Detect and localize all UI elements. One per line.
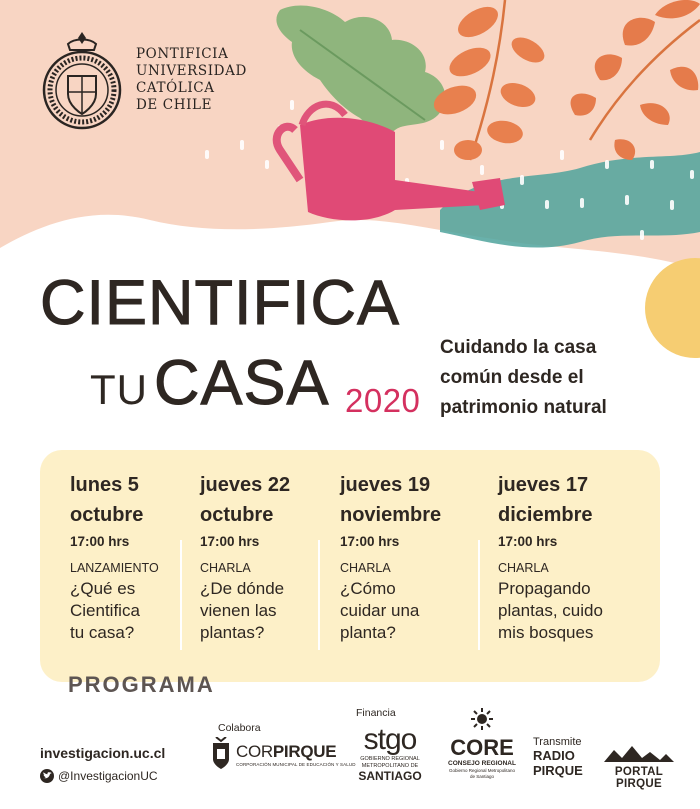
event-divider <box>478 540 480 650</box>
core-sun-icon <box>471 708 493 730</box>
event-card[interactable] <box>498 470 648 644</box>
financia-label: Financia <box>356 707 396 719</box>
core-wordmark: CORE <box>450 735 514 760</box>
twitter-icon <box>40 769 54 783</box>
event-kind: LANZAMIENTO <box>70 561 159 575</box>
event-topic-line: plantas? <box>200 623 265 642</box>
event-topic <box>70 578 210 644</box>
portal-pirque-logo[interactable] <box>598 746 680 790</box>
event-topic-line: vienen las <box>200 601 277 620</box>
core-subtitle-line: de Santiago <box>469 774 495 779</box>
event-date <box>70 470 210 530</box>
event-time: 17:00 hrs <box>340 534 400 549</box>
stgo-subtitle-line: GOBIERNO REGIONAL <box>360 756 420 762</box>
corpirque-name-light: COR <box>236 741 273 761</box>
event-topic-line: cuidar una <box>340 601 420 620</box>
event-topic-line: ¿Cómo <box>340 579 396 598</box>
core-subtitle-line: Gobierno Regional Metropolitano <box>448 768 516 773</box>
event-time: 17:00 hrs <box>200 534 260 549</box>
event-kind: CHARLA <box>200 561 251 575</box>
event-date <box>200 470 340 530</box>
event-topic-line: Propagando <box>498 579 591 598</box>
corpirque-name <box>236 742 356 762</box>
event-topic-line: tu casa? <box>70 623 135 642</box>
event-topic-line: ¿Qué es <box>70 579 136 598</box>
event-topic <box>498 578 648 644</box>
title-year: 2020 <box>345 382 421 419</box>
title-tu: TU <box>90 366 148 413</box>
core-logo[interactable] <box>442 708 522 780</box>
corpirque-subtitle: CORPORACIÓN MUNICIPAL DE EDUCACIÓN Y SALUD <box>236 761 356 767</box>
corpirque-name-bold: PIRQUE <box>272 741 337 761</box>
event-date-line: octubre <box>70 504 144 526</box>
event-topic-line: planta? <box>340 623 396 642</box>
event-topic-line: ¿De dónde <box>200 579 285 598</box>
radio-pirque-logo[interactable] <box>533 736 583 778</box>
event-topic-line: mis bosques <box>498 623 594 642</box>
twitter-handle-text: @InvestigacionUC <box>58 769 158 783</box>
program-box <box>40 450 660 682</box>
corpirque-logo[interactable] <box>210 737 356 771</box>
event-kind: CHARLA <box>498 561 549 575</box>
event-date-line: diciembre <box>498 504 593 526</box>
university-seal-icon <box>38 30 126 130</box>
corpirque-text <box>236 742 356 767</box>
event-date-line: jueves 19 <box>340 474 431 496</box>
subtitle <box>440 333 607 423</box>
subtitle-line: Cuidando la casa <box>440 337 597 358</box>
subtitle-line: patrimonio natural <box>440 397 607 418</box>
stgo-logo[interactable] <box>350 716 430 783</box>
website-link[interactable]: investigacion.uc.cl <box>40 745 166 761</box>
event-kind: CHARLA <box>340 561 391 575</box>
university-name <box>136 46 247 114</box>
core-subtitle: CONSEJO REGIONAL <box>448 760 516 767</box>
corpirque-crest-icon <box>210 737 232 771</box>
university-name-line: DE CHILE <box>136 97 213 113</box>
event-date-line: noviembre <box>340 504 442 526</box>
stgo-city: SANTIAGO <box>358 769 422 783</box>
title-line-1: CIENTIFICA <box>40 268 401 338</box>
colabora-label: Colabora <box>218 722 261 734</box>
event-time: 17:00 hrs <box>70 534 130 549</box>
title-casa: CASA <box>154 348 330 418</box>
program-label: PROGRAMA <box>68 672 215 697</box>
transmite-label: Transmite <box>533 736 582 748</box>
event-time: 17:00 hrs <box>498 534 558 549</box>
stgo-subtitle-line: METROPOLITANO DE <box>361 763 419 769</box>
radio-line: RADIO <box>533 748 575 763</box>
event-date <box>340 470 480 530</box>
twitter-handle[interactable] <box>40 769 158 783</box>
event-date-line: octubre <box>200 504 274 526</box>
event-divider <box>318 540 320 650</box>
event-date <box>498 470 648 530</box>
university-logo[interactable] <box>38 30 247 130</box>
event-card[interactable] <box>340 470 480 644</box>
event-date-line: jueves 22 <box>200 474 291 496</box>
portal-pirque-wordmark: PORTAL PIRQUE <box>614 766 664 790</box>
stgo-wordmark: stgo <box>363 723 417 756</box>
event-card[interactable] <box>70 470 210 644</box>
event-date-line: lunes 5 <box>70 474 139 496</box>
sun-circle <box>645 258 700 358</box>
subtitle-line: común desde el <box>440 367 584 388</box>
event-date-line: jueves 17 <box>498 474 589 496</box>
university-name-line: CATÓLICA <box>136 80 215 96</box>
title-line-2 <box>90 348 330 418</box>
radio-line: PIRQUE <box>533 763 583 778</box>
event-divider <box>180 540 182 650</box>
mountains-icon <box>604 746 674 762</box>
event-topic <box>340 578 480 644</box>
event-topic-line: plantas, cuido <box>498 601 603 620</box>
event-topic-line: Cientifica <box>70 601 140 620</box>
university-name-line: PONTIFICIA <box>136 46 229 62</box>
university-name-line: UNIVERSIDAD <box>136 63 247 79</box>
